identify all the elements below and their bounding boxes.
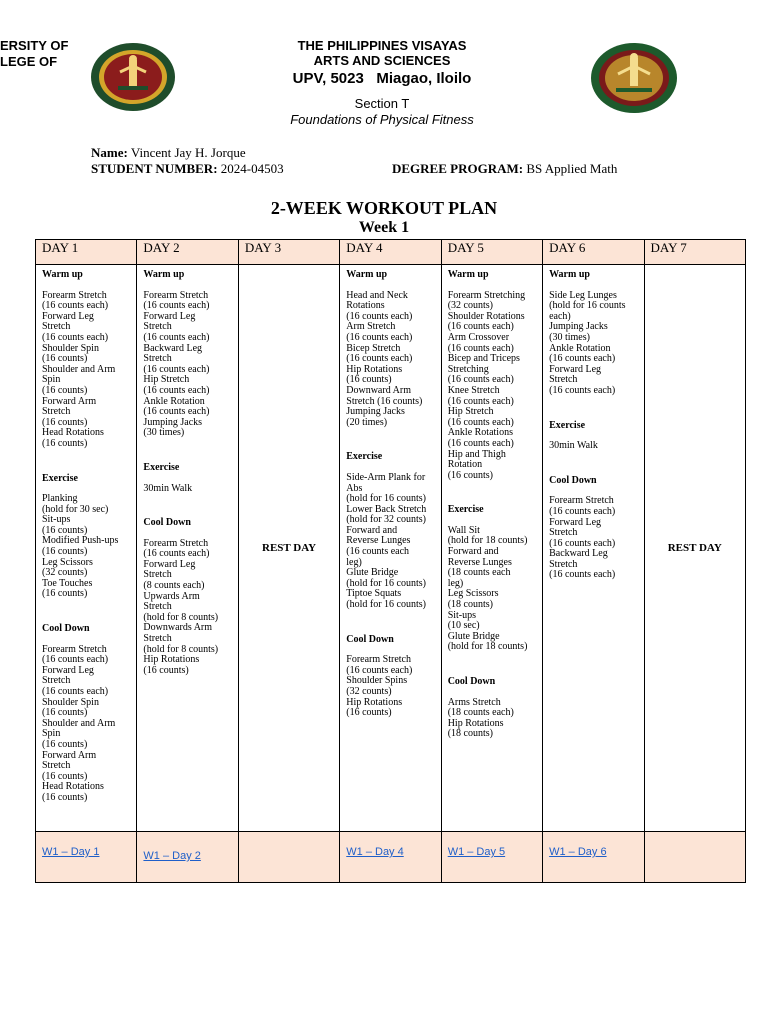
section-gap [346, 428, 437, 452]
cool-down-line: (16 counts each) [42, 654, 109, 666]
warm-up-line: (16 counts) [42, 437, 88, 449]
exercise-line: Planking [42, 493, 78, 505]
exercise-line: Toe Touches [42, 577, 93, 589]
cool-down-line: Hip Rotations [346, 696, 403, 708]
warm-up-line: (16 counts each) [346, 310, 413, 322]
exercise-line: Reverse Lunges [346, 535, 411, 547]
warm-up-line: Forward Leg [549, 363, 602, 375]
exercise-line: Leg Scissors [447, 588, 499, 600]
day-header-6: DAY 6 [543, 240, 644, 265]
exercise-heading: Exercise [143, 461, 180, 473]
exercise-line: (10 sec) [447, 620, 480, 632]
warm-up-line: (16 counts each) [447, 395, 514, 407]
rest-day-cell-3: REST DAY [238, 265, 339, 832]
day-content-row [36, 265, 746, 832]
section-gap [143, 494, 234, 518]
warm-up-line: Forearm Stretching [447, 289, 526, 301]
day-link-cell-2 [137, 832, 238, 883]
warm-up-line: Forward Leg [42, 310, 94, 322]
student-name-row [91, 145, 246, 161]
institution-line1: THE PHILIPPINES VISAYAS [297, 38, 467, 53]
cool-down-line: Forward Leg [549, 516, 602, 528]
warm-up-line: Side Leg Lunges [549, 289, 617, 301]
exercise-line: Forward and [346, 524, 398, 536]
warm-up-line: Backward Leg [143, 342, 203, 354]
section-gap [448, 481, 539, 505]
day-cell-6 [543, 265, 644, 832]
day-header-3: DAY 3 [238, 240, 339, 265]
cool-down-line: Hip Rotations [143, 654, 200, 666]
workout-plan-table [35, 239, 746, 883]
cool-down-line: Stretch [143, 633, 172, 645]
cool-down-line: (hold for 8 counts) [143, 611, 219, 623]
warm-up-line: Ankle Rotation [143, 395, 205, 407]
cool-down-line: (16 counts each) [346, 664, 413, 676]
cool-down-line: Forearm Stretch [42, 643, 107, 655]
warm-up-line: Stretch [42, 321, 71, 333]
warm-up-heading: Warm up [447, 269, 489, 280]
exercise-line: Sit-ups [42, 514, 71, 526]
cool-down-line: (16 counts) [42, 770, 88, 782]
day-link-cell-6 [543, 832, 644, 883]
warm-up-line: (16 counts) [42, 384, 88, 396]
cas-seal-logo [590, 42, 678, 114]
warm-up-line: (16 counts each) [143, 406, 210, 418]
exercise-line: Forward and [447, 546, 499, 558]
name-label: Name: [91, 145, 128, 160]
warm-up-line: Rotations [346, 300, 385, 312]
exercise-line: (18 counts each [447, 567, 511, 579]
warm-up-line: (16 counts each) [447, 416, 514, 428]
warm-up-line: (32 counts) [447, 300, 493, 312]
exercise-line: (hold for 18 counts) [447, 535, 528, 547]
cool-down-line: Stretch [549, 558, 578, 570]
day-1-link[interactable]: W1 – Day 1 [42, 846, 100, 858]
section-gap [346, 611, 437, 635]
warm-up-line: (16 counts each) [549, 353, 616, 365]
warm-up-line: Stretch [549, 374, 578, 386]
day-2-link[interactable]: W1 – Day 2 [143, 850, 201, 862]
warm-up-line: Knee Stretch [447, 384, 500, 396]
cool-down-line: Forward Leg [42, 664, 94, 676]
warm-up-line: Head and Neck [346, 289, 408, 301]
exercise-line: Sit-ups [447, 609, 477, 621]
warm-up-line: Stretch [42, 406, 71, 418]
cool-down-line: (8 counts each) [143, 580, 205, 592]
cool-down-heading: Cool Down [346, 633, 394, 645]
cool-down-line: (32 counts) [346, 686, 392, 697]
warm-up-line: (30 times) [143, 427, 185, 439]
warm-up-line: (16 counts each) [143, 384, 210, 396]
exercise-line: (16 counts) [42, 524, 88, 536]
header-left-line1: ERSITY OF [0, 38, 69, 53]
exercise-line: leg) [346, 556, 362, 568]
cool-down-line: Forearm Stretch [549, 495, 614, 507]
exercise-line: 30min Walk [549, 440, 598, 452]
student-number-row [91, 161, 284, 177]
section-gap [143, 439, 234, 463]
warm-up-line: Hip Stretch [447, 406, 494, 418]
warm-up-line: Jumping Jacks [346, 406, 405, 418]
exercise-line: 30min Walk [143, 482, 193, 494]
warm-up-line: (16 counts each) [143, 300, 210, 312]
warm-up-line: Stretch [143, 353, 172, 365]
cool-down-line: Shoulder Spins [346, 675, 408, 687]
cool-down-line: Forward Leg [143, 558, 196, 570]
cool-down-line: (16 counts each) [549, 569, 616, 581]
exercise-line: Lower Back Stretch [346, 503, 427, 515]
section-gap [549, 397, 640, 421]
warm-up-line: Shoulder and Arm [42, 363, 116, 375]
warm-up-line: (16 counts each) [346, 331, 413, 343]
cool-down-line: Shoulder and Arm [42, 717, 116, 729]
warm-up-heading: Warm up [549, 269, 590, 280]
warm-up-line: (16 counts each) [42, 331, 109, 343]
warm-up-line: (16 counts) [447, 469, 493, 481]
cool-down-line: (18 counts) [447, 728, 493, 740]
warm-up-line: Stretch (16 counts) [346, 395, 423, 407]
institution-line2: ARTS AND SCIENCES [313, 53, 451, 68]
degree-program-row [392, 161, 617, 177]
warm-up-line: Rotation [447, 459, 483, 471]
day-header-2: DAY 2 [137, 240, 238, 265]
up-visayas-seal-logo [90, 42, 176, 112]
cool-down-line: Forearm Stretch [346, 654, 411, 666]
warm-up-line: Hip Stretch [143, 374, 190, 386]
day-header-7: DAY 7 [644, 240, 745, 265]
warm-up-line: Arm Stretch [346, 321, 396, 333]
cool-down-line: Stretch [42, 760, 71, 772]
day-content-4 [340, 265, 440, 719]
cool-down-line: Spin [42, 728, 61, 740]
header-left-line2: LEGE OF [0, 54, 58, 69]
warm-up-line: Shoulder Rotations [447, 310, 525, 322]
day-content-6 [543, 265, 643, 581]
cool-down-line: (16 counts) [42, 738, 88, 750]
warm-up-line: (16 counts each) [447, 437, 514, 449]
cool-down-line: (16 counts each) [42, 686, 109, 697]
exercise-line: Modified Push-ups [42, 535, 119, 547]
cool-down-line: Arms Stretch [447, 696, 501, 708]
day-link-cell-1 [36, 832, 137, 883]
warm-up-line: (16 counts each) [447, 321, 514, 333]
exercise-line: (hold for 18 counts) [447, 641, 528, 653]
day-cell-5 [441, 265, 542, 832]
warm-up-line: (16 counts) [42, 353, 88, 365]
cool-down-line: (18 counts each) [447, 707, 514, 719]
day-link-cell-3 [238, 832, 339, 883]
day-content-2 [137, 265, 237, 676]
warm-up-line: Stretch [143, 321, 172, 333]
warm-up-line: Forearm Stretch [42, 289, 107, 301]
exercise-line: leg) [447, 577, 464, 589]
exercise-line: Wall Sit [447, 524, 480, 536]
cool-down-line: (hold for 8 counts) [143, 643, 219, 655]
header-left-cut-text [0, 38, 68, 70]
warm-up-line: (16 counts each) [346, 353, 413, 365]
day-cell-2 [137, 265, 238, 832]
cool-down-line: (16 counts) [42, 791, 88, 803]
course-title: Foundations of Physical Fitness [290, 112, 474, 127]
section-gap [42, 600, 133, 624]
degree-program: BS Applied Math [526, 161, 618, 176]
cool-down-line: (16 counts) [346, 707, 392, 719]
warm-up-line: Jumping Jacks [549, 321, 608, 333]
warm-up-line: each) [549, 310, 571, 322]
warm-up-line: Hip Rotations [346, 363, 403, 375]
exercise-heading: Exercise [447, 504, 484, 516]
student-number: 2024-04503 [220, 161, 284, 176]
warm-up-line: Bicep Stretch [346, 342, 401, 354]
day-4-link[interactable]: W1 – Day 4 [346, 846, 404, 858]
section-label: Section T [354, 96, 410, 111]
exercise-heading: Exercise [42, 472, 78, 484]
day-5-link[interactable]: W1 – Day 5 [447, 846, 506, 858]
cool-down-line: Stretch [143, 569, 172, 581]
exercise-line: Reverse Lunges [447, 556, 512, 568]
cool-down-line: (16 counts each) [549, 505, 616, 517]
warm-up-line: Forward Arm [42, 395, 97, 407]
cool-down-heading: Cool Down [549, 474, 597, 486]
exercise-line: (18 counts) [447, 599, 493, 611]
exercise-line: (16 counts each [346, 546, 410, 558]
cool-down-line: Downwards Arm [143, 622, 213, 634]
day-link-cell-4 [340, 832, 441, 883]
exercise-line: (32 counts) [42, 567, 88, 579]
warm-up-line: (16 counts) [42, 416, 88, 428]
warm-up-line: (16 counts each) [549, 384, 616, 396]
exercise-line: Glute Bridge [346, 567, 399, 579]
day-content-5 [442, 265, 542, 740]
day-content-1 [36, 265, 136, 804]
exercise-line: Glute Bridge [447, 630, 500, 642]
warm-up-heading: Warm up [143, 269, 185, 280]
plan-title: 2-WEEK WORKOUT PLAN [270, 198, 498, 218]
week-title: Week 1 [358, 219, 410, 236]
warm-up-line: (16 counts each) [447, 374, 514, 386]
warm-up-heading: Warm up [346, 269, 388, 280]
warm-up-line: Forearm Stretch [143, 289, 209, 301]
warm-up-line: (hold for 16 counts [549, 300, 626, 312]
exercise-line: (hold for 32 counts) [346, 514, 426, 526]
warm-up-line: (16 counts each) [143, 331, 210, 343]
warm-up-line: Stretching [447, 363, 489, 375]
rest-day-cell-7: REST DAY [644, 265, 745, 832]
exercise-line: (hold for 16 counts) [346, 493, 426, 505]
day-cell-1 [36, 265, 137, 832]
day-link-cell-5 [441, 832, 542, 883]
day-header-5: DAY 5 [441, 240, 542, 265]
exercise-line: Side-Arm Plank for [346, 471, 426, 483]
institution-header [200, 38, 564, 128]
warm-up-line: Head Rotations [42, 427, 104, 439]
exercise-line: (hold for 16 counts) [346, 577, 426, 589]
warm-up-line: Arm Crossover [447, 331, 510, 343]
cool-down-line: Upwards Arm [143, 590, 200, 602]
warm-up-line: (16 counts each) [143, 363, 210, 375]
warm-up-line: (16 counts each) [447, 342, 514, 354]
exercise-heading: Exercise [549, 419, 586, 431]
cool-down-line: Head Rotations [42, 781, 104, 793]
warm-up-line: Ankle Rotations [447, 427, 513, 439]
warm-up-line: Bicep and Triceps [447, 353, 520, 365]
section-gap [42, 450, 133, 474]
cool-down-line: (16 counts each) [549, 537, 616, 549]
warm-up-line: (16 counts each) [42, 300, 109, 312]
student-number-label: STUDENT NUMBER: [91, 161, 218, 176]
day-link-cell-7 [644, 832, 745, 883]
warm-up-heading: Warm up [42, 269, 83, 280]
exercise-line: (hold for 30 sec) [42, 503, 109, 515]
warm-up-line: Hip and Thigh [447, 448, 506, 460]
cool-down-line: Stretch [143, 601, 172, 613]
warm-up-line: (16 counts) [346, 374, 392, 386]
exercise-heading: Exercise [346, 451, 383, 463]
exercise-line: Leg Scissors [42, 556, 93, 568]
day-header-4: DAY 4 [340, 240, 441, 265]
cool-down-line: (16 counts each) [143, 548, 210, 560]
cool-down-line: (16 counts) [143, 664, 189, 676]
warm-up-line: Forward Leg [143, 310, 196, 322]
degree-program-label: DEGREE PROGRAM: [392, 161, 524, 176]
cool-down-heading: Cool Down [42, 623, 90, 635]
day-header-row [36, 240, 746, 265]
section-gap [549, 452, 640, 476]
cool-down-heading: Cool Down [447, 676, 496, 687]
cool-down-line: Forward Arm [42, 749, 97, 761]
day-header-1: DAY 1 [36, 240, 137, 265]
exercise-line: Abs [346, 482, 363, 494]
warm-up-line: Downward Arm [346, 384, 411, 396]
cool-down-line: Backward Leg [549, 548, 608, 560]
warm-up-line: (30 times) [549, 331, 590, 343]
day-link-row [36, 832, 746, 883]
section-gap [448, 653, 539, 677]
warm-up-line: Shoulder Spin [42, 342, 99, 354]
day-6-link[interactable]: W1 – Day 6 [549, 846, 607, 858]
day-cell-4 [340, 265, 441, 832]
warm-up-line: (20 times) [346, 416, 388, 428]
cool-down-line: Stretch [42, 675, 71, 687]
exercise-line: (16 counts) [42, 588, 88, 600]
cool-down-line: Hip Rotations [447, 717, 504, 729]
exercise-line: (hold for 16 counts) [346, 599, 426, 611]
cool-down-line: Stretch [549, 527, 578, 539]
cool-down-heading: Cool Down [143, 517, 191, 529]
cool-down-line: (16 counts) [42, 707, 88, 719]
cool-down-line: Shoulder Spin [42, 696, 99, 708]
exercise-line: Tiptoe Squats [346, 588, 402, 600]
student-name: Vincent Jay H. Jorque [130, 145, 246, 160]
exercise-line: (16 counts) [42, 546, 88, 558]
warm-up-line: Jumping Jacks [143, 416, 203, 428]
warm-up-line: Ankle Rotation [549, 342, 611, 354]
institution-address: UPV, 5023 Miagao, Iloilo [292, 70, 472, 87]
warm-up-line: Spin [42, 374, 61, 386]
cool-down-line: Forearm Stretch [143, 537, 209, 549]
